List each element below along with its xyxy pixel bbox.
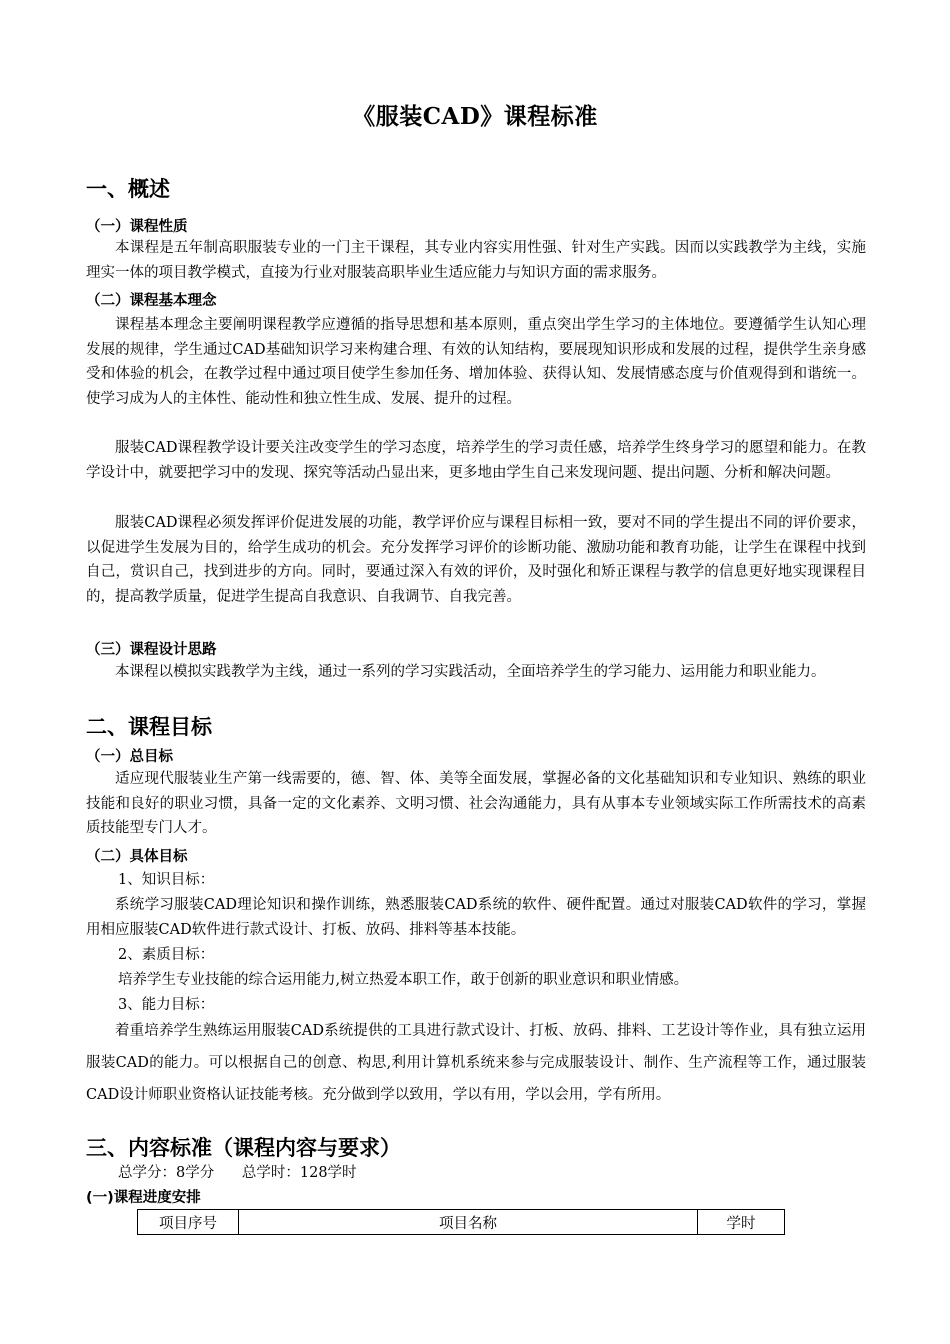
quality-goal-label: 2、素质目标： (118, 947, 215, 963)
paragraph-philosophy-3: 服装CAD课程必须发挥评价促进发展的功能，教学评价应与课程目标相一致，要对不同的学生提出不同的评价要求，以促进学生发展为目的，给学生成功的机会。充分发挥学习评价的诊断功能、激励功能和教育功能，让学生在课程中找到自己，赏识自己，找到进步的方向。同时，要通过深入有效的评价，及时强化和矫正课程与教学的信息更好地实现课程目的，提高教学质量，促进学生提高自我意识、自我调节、自我完善。 (86, 515, 866, 605)
column-header-item-number: 项目序号 (138, 1210, 239, 1235)
credits-hours-line: 总学分：8学分 总学时：128学时 (118, 1165, 357, 1181)
paragraph-philosophy-1: 课程基本理念主要阐明课程教学应遵循的指导思想和基本原则，重点突出学生学习的主体地位。要遵循学生认知心理发展的规律，学生通过CAD基础知识学习来构建合理、有效的认知结构，要展现知识形成和发展的过程，提供学生亲身感受和体验的机会，在教学过程中通过项目使学生参加任务、增加体验、获得认知、发展情感态度与价值观得到和谐统一。使学习成为人的主体性、能动性和独立性生成、发展、提升的过程。 (86, 317, 866, 407)
paragraph-quality-goal: 培养学生专业技能的综合运用能力,树立热爱本职工作，敢于创新的职业意识和职业情感。 (118, 972, 689, 988)
document-title: 《服装CAD》课程标准 (352, 103, 598, 130)
subheading-specific-goals: （二）具体目标 (86, 849, 188, 865)
subheading-course-nature: （一）课程性质 (86, 219, 188, 235)
subheading-schedule: (一)课程进度安排 (86, 1190, 201, 1206)
section-heading-overview: 一、概述 (86, 177, 170, 201)
paragraph-philosophy-2: 服装CAD课程教学设计要关注改变学生的学习态度，培养学生的学习责任感，培养学生终身学习的愿望和能力。在教学设计中，就要把学习中的发现、探究等活动凸显出来，更多地由学生自己来发现问题、提出问题、分析和解决问题。 (86, 440, 866, 481)
schedule-table (137, 1209, 785, 1235)
subheading-course-philosophy: （二）课程基本理念 (86, 293, 217, 309)
paragraph-course-nature: 本课程是五年制高职服装专业的一门主干课程，其专业内容实用性强、针对生产实践。因而以实践教学为主线，实施理实一体的项目教学模式，直接为行业对服装高职毕业生适应能力与知识方面的需求服务。 (86, 240, 866, 281)
ability-goal-label: 3、能力目标： (118, 997, 215, 1013)
paragraph-knowledge-goal: 系统学习服装CAD理论知识和操作训练，熟悉服装CAD系统的软件、硬件配置。通过对服装CAD软件的学习，掌握用相应服装CAD软件进行款式设计、打板、放码、排料等基本技能。 (86, 897, 866, 938)
subheading-overall-goal: （一）总目标 (86, 749, 173, 765)
paragraph-overall-goal: 适应现代服装业生产第一线需要的，德、智、体、美等全面发展，掌握必备的文化基础知识和专业知识、熟练的职业技能和良好的职业习惯，具备一定的文化素养、文明习惯、社会沟通能力，具有从事本专业领域实际工作所需技术的高素质技能型专门人才。 (86, 771, 866, 836)
paragraph-ability-goal: 着重培养学生熟练运用服装CAD系统提供的工具进行款式设计、打板、放码、排料、工艺设计等作业，具有独立运用服装CAD的能力。可以根据自己的创意、构思,利用计算机系统来参与完成服装设计、制作、生产流程等工作，通过服装CAD设计师职业资格认证技能考核。充分做到学以致用，学以有用，学以会用，学有所用。 (86, 1023, 866, 1103)
section-heading-content-standard: 三、内容标准（课程内容与要求） (86, 1136, 401, 1160)
subheading-design-approach: （三）课程设计思路 (86, 642, 217, 658)
column-header-item-name: 项目名称 (239, 1210, 698, 1235)
knowledge-goal-label: 1、知识目标： (118, 872, 215, 888)
paragraph-design-approach: 本课程以模拟实践教学为主线，通过一系列的学习实践活动，全面培养学生的学习能力、运用能力和职业能力。 (115, 664, 826, 680)
column-header-hours: 学时 (698, 1210, 785, 1235)
table-header-row (138, 1210, 785, 1235)
section-heading-goals: 二、课程目标 (86, 715, 212, 739)
